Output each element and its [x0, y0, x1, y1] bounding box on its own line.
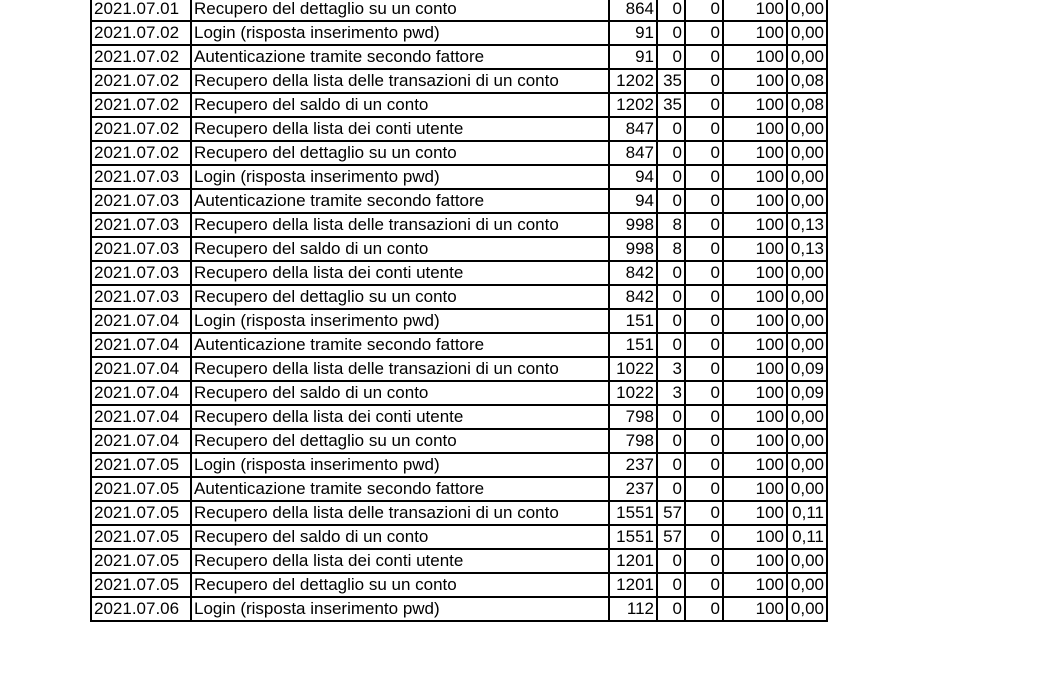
description-cell: Recupero del saldo di un conto: [191, 525, 609, 549]
errors-cell: 3: [657, 381, 685, 405]
error-rate-cell: 0,00: [787, 477, 827, 501]
table-row: [91, 237, 827, 261]
timeouts-cell: 0: [685, 0, 723, 21]
error-rate-cell: 0,08: [787, 69, 827, 93]
description-cell: Login (risposta inserimento pwd): [191, 453, 609, 477]
error-rate-cell: 0,00: [787, 549, 827, 573]
count-cell: 94: [609, 165, 657, 189]
description-cell: Autenticazione tramite secondo fattore: [191, 477, 609, 501]
availability-cell: 100: [723, 237, 787, 261]
timeouts-cell: 0: [685, 429, 723, 453]
description-cell: Recupero della lista dei conti utente: [191, 261, 609, 285]
table-row: [91, 501, 827, 525]
count-cell: 1202: [609, 69, 657, 93]
description-cell: Recupero del dettaglio su un conto: [191, 285, 609, 309]
error-rate-cell: 0,00: [787, 285, 827, 309]
date-cell: 2021.07.03: [91, 237, 191, 261]
date-cell: 2021.07.04: [91, 429, 191, 453]
error-rate-cell: 0,00: [787, 189, 827, 213]
table-row: [91, 333, 827, 357]
errors-cell: 57: [657, 525, 685, 549]
timeouts-cell: 0: [685, 261, 723, 285]
errors-cell: 0: [657, 45, 685, 69]
timeouts-cell: 0: [685, 549, 723, 573]
errors-cell: 8: [657, 213, 685, 237]
availability-cell: 100: [723, 549, 787, 573]
availability-cell: 100: [723, 381, 787, 405]
count-cell: 1202: [609, 93, 657, 117]
description-cell: Recupero della lista dei conti utente: [191, 549, 609, 573]
count-cell: 847: [609, 141, 657, 165]
errors-cell: 0: [657, 573, 685, 597]
timeouts-cell: 0: [685, 93, 723, 117]
description-cell: Recupero della lista delle transazioni di un conto: [191, 501, 609, 525]
date-cell: 2021.07.02: [91, 93, 191, 117]
availability-cell: 100: [723, 309, 787, 333]
error-rate-cell: 0,00: [787, 453, 827, 477]
timeouts-cell: 0: [685, 405, 723, 429]
availability-cell: 100: [723, 405, 787, 429]
table-row: [91, 165, 827, 189]
count-cell: 798: [609, 429, 657, 453]
errors-cell: 8: [657, 237, 685, 261]
date-cell: 2021.07.05: [91, 573, 191, 597]
availability-cell: 100: [723, 21, 787, 45]
date-cell: 2021.07.02: [91, 141, 191, 165]
error-rate-cell: 0,00: [787, 429, 827, 453]
description-cell: Login (risposta inserimento pwd): [191, 309, 609, 333]
availability-cell: 100: [723, 165, 787, 189]
availability-cell: 100: [723, 357, 787, 381]
error-rate-cell: 0,11: [787, 501, 827, 525]
table-row: [91, 213, 827, 237]
errors-cell: 0: [657, 333, 685, 357]
count-cell: 1022: [609, 381, 657, 405]
description-cell: Login (risposta inserimento pwd): [191, 21, 609, 45]
table-row: [91, 573, 827, 597]
timeouts-cell: 0: [685, 45, 723, 69]
errors-cell: 0: [657, 477, 685, 501]
count-cell: 1201: [609, 573, 657, 597]
availability-cell: 100: [723, 285, 787, 309]
count-cell: 151: [609, 309, 657, 333]
count-cell: 847: [609, 117, 657, 141]
timeouts-cell: 0: [685, 309, 723, 333]
date-cell: 2021.07.05: [91, 501, 191, 525]
count-cell: 151: [609, 333, 657, 357]
error-rate-cell: 0,00: [787, 309, 827, 333]
availability-cell: 100: [723, 117, 787, 141]
date-cell: 2021.07.05: [91, 453, 191, 477]
availability-cell: 100: [723, 93, 787, 117]
description-cell: Recupero del dettaglio su un conto: [191, 0, 609, 21]
date-cell: 2021.07.03: [91, 189, 191, 213]
table-row: [91, 141, 827, 165]
count-cell: 91: [609, 45, 657, 69]
count-cell: 94: [609, 189, 657, 213]
table-row: [91, 357, 827, 381]
description-cell: Login (risposta inserimento pwd): [191, 165, 609, 189]
timeouts-cell: 0: [685, 21, 723, 45]
error-rate-cell: 0,13: [787, 213, 827, 237]
count-cell: 998: [609, 213, 657, 237]
error-rate-cell: 0,00: [787, 45, 827, 69]
date-cell: 2021.07.01: [91, 0, 191, 21]
date-cell: 2021.07.04: [91, 357, 191, 381]
errors-cell: 57: [657, 501, 685, 525]
description-cell: Autenticazione tramite secondo fattore: [191, 189, 609, 213]
availability-cell: 100: [723, 261, 787, 285]
date-cell: 2021.07.03: [91, 285, 191, 309]
count-cell: 998: [609, 237, 657, 261]
table-row: [91, 597, 827, 621]
table-row: [91, 381, 827, 405]
description-cell: Recupero della lista delle transazioni di un conto: [191, 357, 609, 381]
errors-cell: 0: [657, 165, 685, 189]
timeouts-cell: 0: [685, 477, 723, 501]
description-cell: Login (risposta inserimento pwd): [191, 597, 609, 621]
error-rate-cell: 0,00: [787, 117, 827, 141]
availability-cell: 100: [723, 213, 787, 237]
timeouts-cell: 0: [685, 237, 723, 261]
date-cell: 2021.07.03: [91, 165, 191, 189]
errors-cell: 0: [657, 309, 685, 333]
errors-cell: 0: [657, 429, 685, 453]
availability-cell: 100: [723, 333, 787, 357]
errors-cell: 0: [657, 405, 685, 429]
table-row: [91, 21, 827, 45]
date-cell: 2021.07.03: [91, 213, 191, 237]
date-cell: 2021.07.04: [91, 405, 191, 429]
date-cell: 2021.07.02: [91, 117, 191, 141]
timeouts-cell: 0: [685, 381, 723, 405]
description-cell: Autenticazione tramite secondo fattore: [191, 333, 609, 357]
timeouts-cell: 0: [685, 453, 723, 477]
count-cell: 237: [609, 453, 657, 477]
description-cell: Recupero del dettaglio su un conto: [191, 573, 609, 597]
timeouts-cell: 0: [685, 357, 723, 381]
timeouts-cell: 0: [685, 117, 723, 141]
errors-cell: 3: [657, 357, 685, 381]
availability-cell: 100: [723, 69, 787, 93]
table-row: [91, 261, 827, 285]
table-row: [91, 549, 827, 573]
error-rate-cell: 0,00: [787, 261, 827, 285]
timeouts-cell: 0: [685, 597, 723, 621]
date-cell: 2021.07.02: [91, 69, 191, 93]
errors-cell: 0: [657, 285, 685, 309]
errors-cell: 0: [657, 453, 685, 477]
count-cell: 842: [609, 285, 657, 309]
description-cell: Recupero del saldo di un conto: [191, 237, 609, 261]
table-row: [91, 285, 827, 309]
count-cell: 1551: [609, 501, 657, 525]
error-rate-cell: 0,13: [787, 237, 827, 261]
timeouts-cell: 0: [685, 285, 723, 309]
date-cell: 2021.07.04: [91, 381, 191, 405]
table-row: [91, 69, 827, 93]
count-cell: 1201: [609, 549, 657, 573]
error-rate-cell: 0,09: [787, 381, 827, 405]
description-cell: Recupero della lista dei conti utente: [191, 405, 609, 429]
timeouts-cell: 0: [685, 141, 723, 165]
timeouts-cell: 0: [685, 189, 723, 213]
description-cell: Recupero della lista delle transazioni di un conto: [191, 213, 609, 237]
description-cell: Recupero del saldo di un conto: [191, 381, 609, 405]
date-cell: 2021.07.02: [91, 45, 191, 69]
error-rate-cell: 0,00: [787, 597, 827, 621]
errors-cell: 0: [657, 117, 685, 141]
count-cell: 798: [609, 405, 657, 429]
error-rate-cell: 0,08: [787, 93, 827, 117]
count-cell: 1551: [609, 525, 657, 549]
transactions-table: [90, 0, 828, 622]
description-cell: Recupero del saldo di un conto: [191, 93, 609, 117]
availability-cell: 100: [723, 525, 787, 549]
availability-cell: 100: [723, 0, 787, 21]
date-cell: 2021.07.06: [91, 597, 191, 621]
count-cell: 112: [609, 597, 657, 621]
errors-cell: 0: [657, 189, 685, 213]
availability-cell: 100: [723, 429, 787, 453]
error-rate-cell: 0,00: [787, 405, 827, 429]
availability-cell: 100: [723, 573, 787, 597]
error-rate-cell: 0,00: [787, 141, 827, 165]
errors-cell: 35: [657, 93, 685, 117]
errors-cell: 0: [657, 0, 685, 21]
date-cell: 2021.07.04: [91, 333, 191, 357]
timeouts-cell: 0: [685, 573, 723, 597]
errors-cell: 35: [657, 69, 685, 93]
errors-cell: 0: [657, 261, 685, 285]
date-cell: 2021.07.02: [91, 21, 191, 45]
error-rate-cell: 0,00: [787, 0, 827, 21]
table-row: [91, 93, 827, 117]
table-row: [91, 309, 827, 333]
table-row: [91, 477, 827, 501]
table-row: [91, 453, 827, 477]
error-rate-cell: 0,00: [787, 333, 827, 357]
date-cell: 2021.07.03: [91, 261, 191, 285]
count-cell: 864: [609, 0, 657, 21]
availability-cell: 100: [723, 141, 787, 165]
errors-cell: 0: [657, 549, 685, 573]
date-cell: 2021.07.05: [91, 477, 191, 501]
description-cell: Recupero della lista dei conti utente: [191, 117, 609, 141]
error-rate-cell: 0,00: [787, 573, 827, 597]
description-cell: Recupero del dettaglio su un conto: [191, 141, 609, 165]
error-rate-cell: 0,00: [787, 165, 827, 189]
availability-cell: 100: [723, 477, 787, 501]
table-row: [91, 429, 827, 453]
description-cell: Recupero del dettaglio su un conto: [191, 429, 609, 453]
date-cell: 2021.07.04: [91, 309, 191, 333]
availability-cell: 100: [723, 501, 787, 525]
errors-cell: 0: [657, 141, 685, 165]
error-rate-cell: 0,11: [787, 525, 827, 549]
errors-cell: 0: [657, 597, 685, 621]
error-rate-cell: 0,00: [787, 21, 827, 45]
count-cell: 91: [609, 21, 657, 45]
timeouts-cell: 0: [685, 213, 723, 237]
description-cell: Autenticazione tramite secondo fattore: [191, 45, 609, 69]
error-rate-cell: 0,09: [787, 357, 827, 381]
table-row: [91, 117, 827, 141]
date-cell: 2021.07.05: [91, 525, 191, 549]
description-cell: Recupero della lista delle transazioni di un conto: [191, 69, 609, 93]
availability-cell: 100: [723, 597, 787, 621]
table-row: [91, 405, 827, 429]
timeouts-cell: 0: [685, 333, 723, 357]
availability-cell: 100: [723, 453, 787, 477]
timeouts-cell: 0: [685, 69, 723, 93]
timeouts-cell: 0: [685, 525, 723, 549]
table-row: [91, 45, 827, 69]
availability-cell: 100: [723, 45, 787, 69]
table-row: [91, 0, 827, 21]
count-cell: 842: [609, 261, 657, 285]
table-row: [91, 189, 827, 213]
timeouts-cell: 0: [685, 165, 723, 189]
errors-cell: 0: [657, 21, 685, 45]
data-sheet: [90, 0, 828, 622]
table-body: [91, 0, 827, 621]
availability-cell: 100: [723, 189, 787, 213]
timeouts-cell: 0: [685, 501, 723, 525]
count-cell: 237: [609, 477, 657, 501]
count-cell: 1022: [609, 357, 657, 381]
table-row: [91, 525, 827, 549]
date-cell: 2021.07.05: [91, 549, 191, 573]
